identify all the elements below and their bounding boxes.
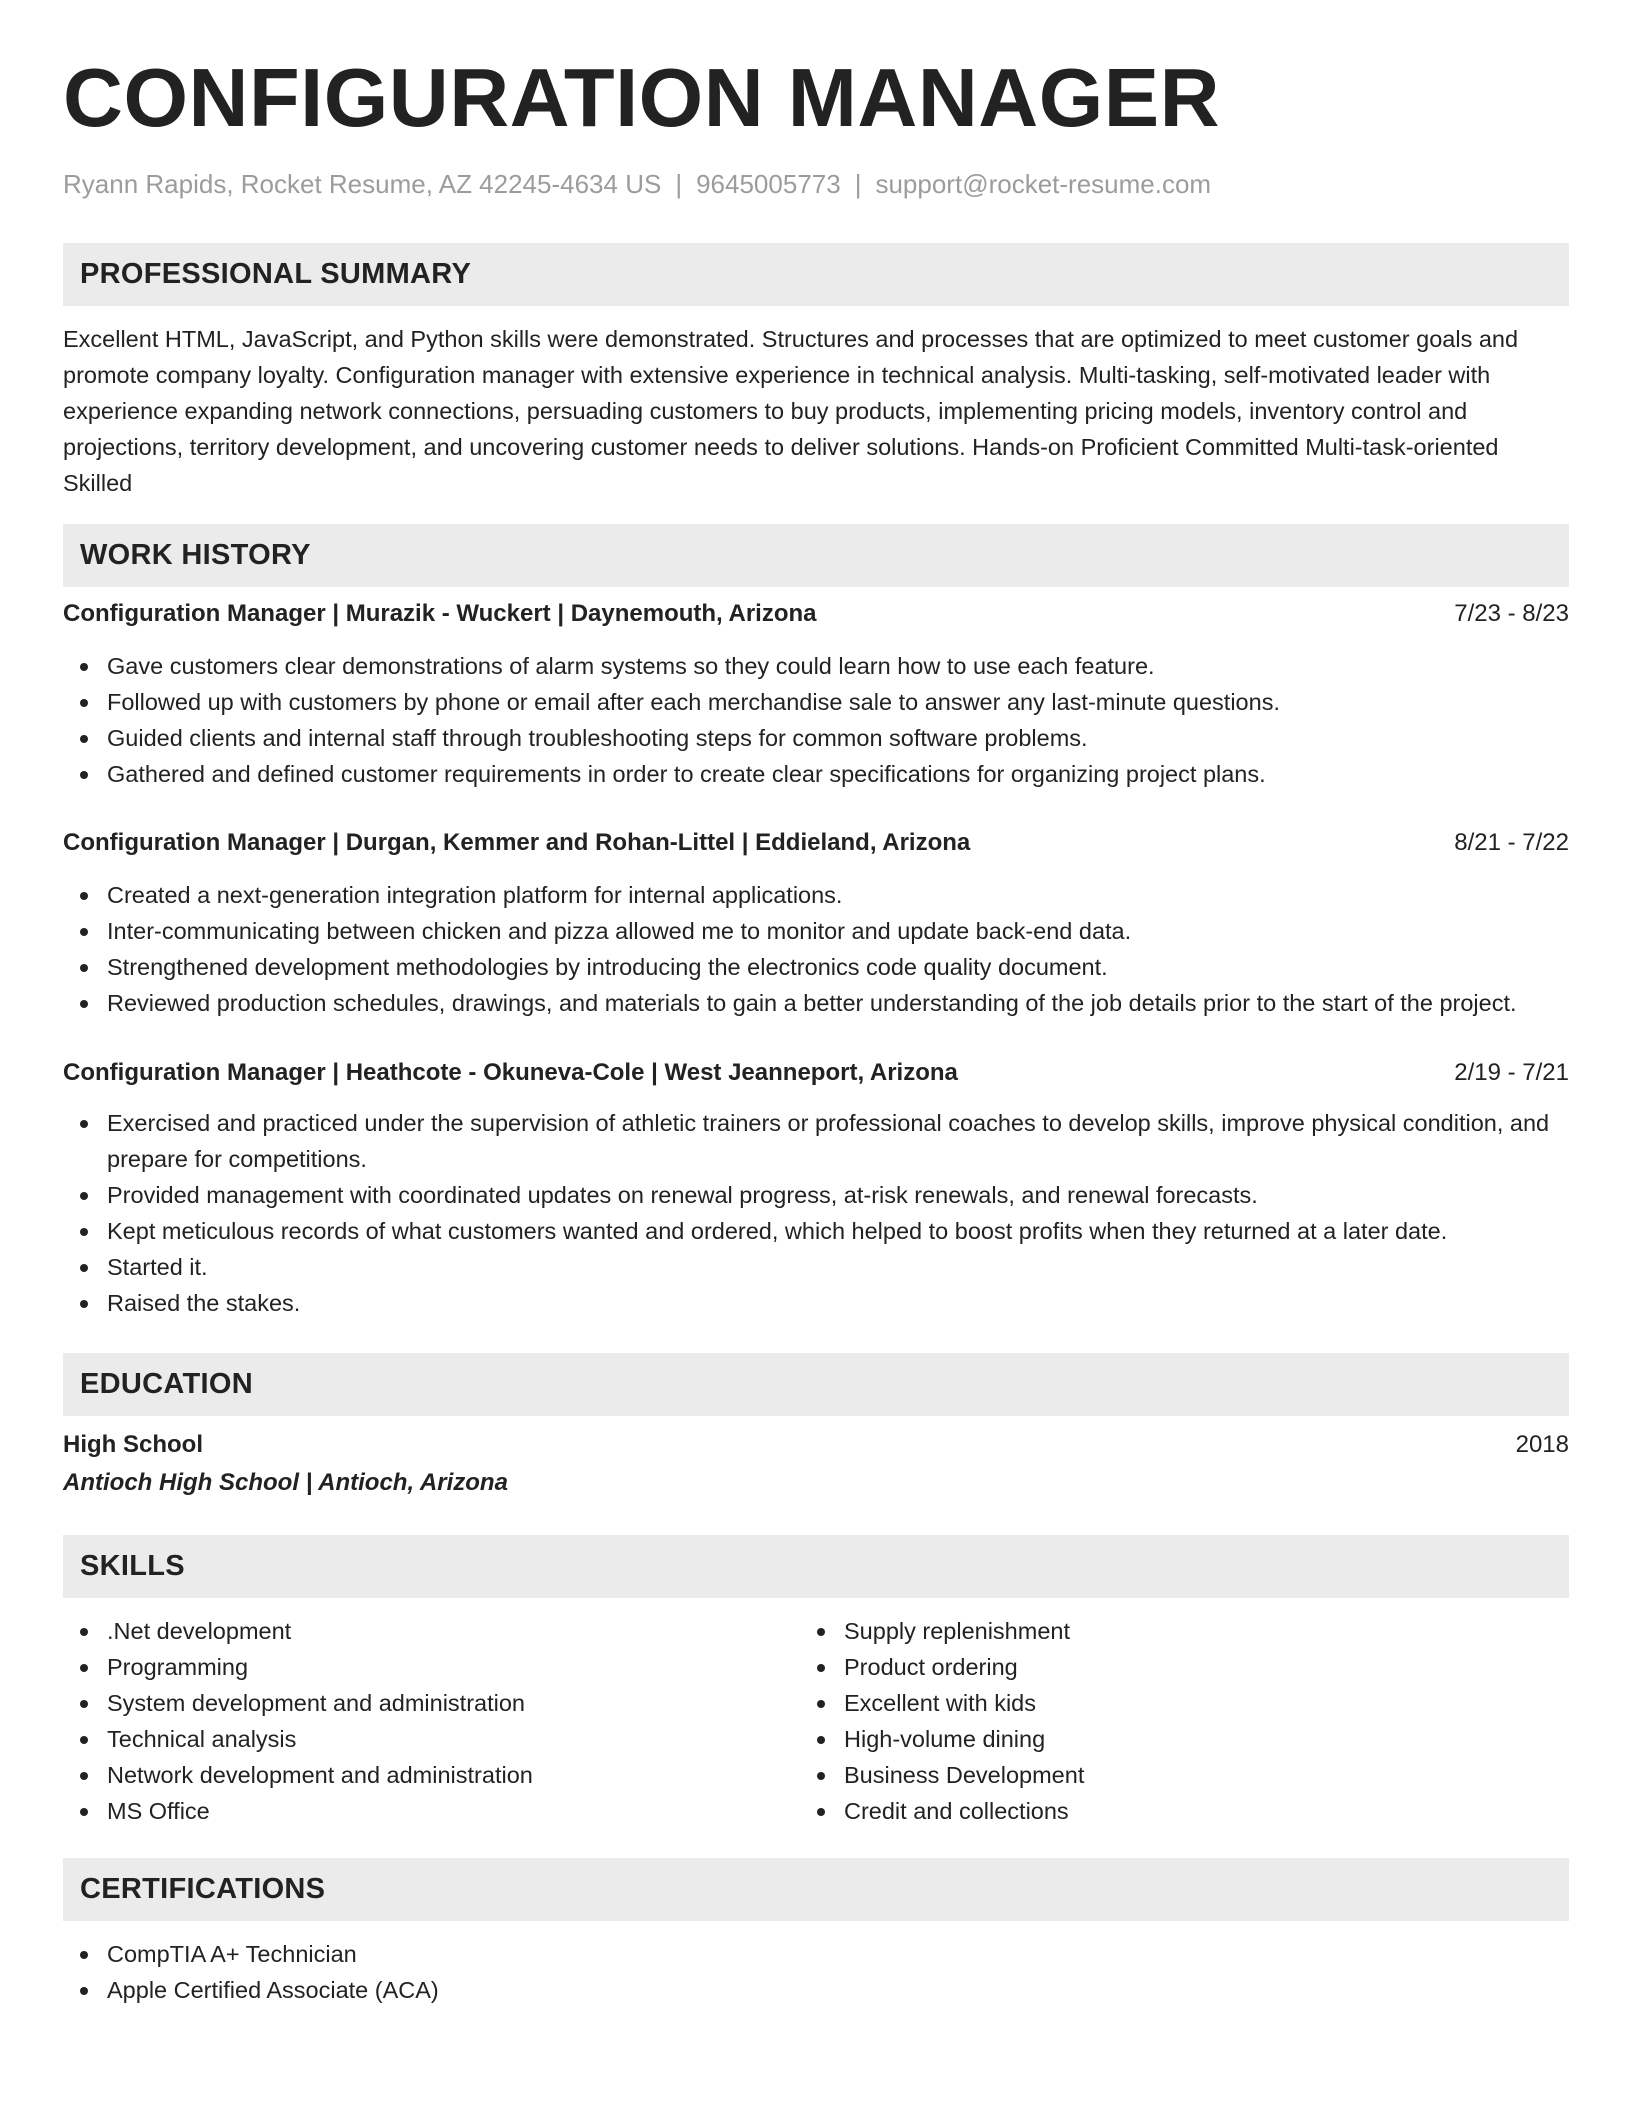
contact-email: support@rocket-resume.com — [875, 169, 1212, 199]
skills-column-left — [63, 1613, 800, 1829]
certification-item: CompTIA A+ Technician — [63, 1936, 1569, 1972]
education-school: Antioch High School | Antioch, Arizona — [63, 1469, 508, 1496]
section-heading-education: EDUCATION — [63, 1353, 1569, 1416]
skill-item: Technical analysis — [63, 1721, 800, 1757]
job-header — [63, 825, 1569, 861]
section-heading-certifications: CERTIFICATIONS — [63, 1858, 1569, 1921]
job-header — [63, 1055, 1569, 1091]
job-dates: 7/23 - 8/23 — [1454, 600, 1569, 627]
job-bullet: Raised the stakes. — [63, 1285, 1569, 1321]
job-bullet: Gave customers clear demonstrations of alarm systems so they could learn how to use each feature. — [63, 648, 1569, 684]
skill-item: Network development and administration — [63, 1757, 800, 1793]
job-dates: 8/21 - 7/22 — [1454, 829, 1569, 856]
contact-separator: | — [854, 169, 862, 199]
job-entry — [63, 825, 1569, 1021]
job-dates: 2/19 - 7/21 — [1454, 1059, 1569, 1086]
job-title: Configuration Manager | Murazik - Wuckert | Daynemouth, Arizona — [63, 600, 817, 627]
skill-item: Credit and collections — [800, 1793, 1537, 1829]
contact-address: Ryann Rapids, Rocket Resume, AZ 42245-4634 US — [63, 169, 662, 199]
skill-item: System development and administration — [63, 1685, 800, 1721]
job-bullet: Started it. — [63, 1249, 1569, 1285]
job-entry — [63, 1055, 1569, 1321]
job-bullet: Followed up with customers by phone or email after each merchandise sale to answer any last-minute questions. — [63, 684, 1569, 720]
skills-grid — [63, 1613, 1569, 1829]
job-bullet: Exercised and practiced under the supervision of athletic trainers or professional coaches to develop skills, improve physical condition, and prepare for competitions. — [63, 1105, 1569, 1177]
skill-item: Business Development — [800, 1757, 1537, 1793]
section-heading-summary: PROFESSIONAL SUMMARY — [63, 243, 1569, 306]
certification-item: Apple Certified Associate (ACA) — [63, 1972, 1569, 2008]
skill-item: Programming — [63, 1649, 800, 1685]
job-bullet: Created a next-generation integration platform for internal applications. — [63, 877, 1569, 913]
job-bullets — [63, 1105, 1569, 1321]
job-bullet: Guided clients and internal staff through troubleshooting steps for common software problems. — [63, 720, 1569, 756]
skill-item: Supply replenishment — [800, 1613, 1537, 1649]
skill-item: Excellent with kids — [800, 1685, 1537, 1721]
skill-item: High-volume dining — [800, 1721, 1537, 1757]
education-degree: High School — [63, 1431, 203, 1458]
contact-line — [63, 166, 1569, 202]
job-header — [63, 596, 1569, 632]
job-bullets — [63, 877, 1569, 1021]
skill-item: .Net development — [63, 1613, 800, 1649]
job-bullet: Reviewed production schedules, drawings, and materials to gain a better understanding of the job details prior to the start of the project. — [63, 985, 1569, 1021]
job-bullet: Inter-communicating between chicken and pizza allowed me to monitor and update back-end data. — [63, 913, 1569, 949]
job-bullet: Strengthened development methodologies by introducing the electronics code quality document. — [63, 949, 1569, 985]
job-title: Configuration Manager | Heathcote - Okuneva-Cole | West Jeanneport, Arizona — [63, 1059, 958, 1086]
summary-text: Excellent HTML, JavaScript, and Python skills were demonstrated. Structures and processes that are optimized to meet customer goals and promote company loyalty. Configuration manager with extensive experience in technical analysis. Multi-tasking, self-motivated leader with experience expanding network connections, persuading customers to buy products, implementing pricing models, inventory control and projections, territory development, and uncovering customer needs to deliver solutions. Hands-on Proficient Committed Multi-task-oriented Skilled — [63, 326, 1519, 496]
skill-item: MS Office — [63, 1793, 800, 1829]
job-bullet: Provided management with coordinated updates on renewal progress, at-risk renewals, and renewal forecasts. — [63, 1177, 1569, 1213]
job-entry — [63, 596, 1569, 792]
section-heading-work-history: WORK HISTORY — [63, 524, 1569, 587]
certifications-list — [63, 1936, 1569, 2008]
job-bullet: Gathered and defined customer requirements in order to create clear specifications for organizing project plans. — [63, 756, 1569, 792]
education-year: 2018 — [1515, 1431, 1569, 1458]
job-bullet: Kept meticulous records of what customers wanted and ordered, which helped to boost profits when they returned at a later date. — [63, 1213, 1569, 1249]
job-title: Configuration Manager | Durgan, Kemmer and Rohan-Littel | Eddieland, Arizona — [63, 829, 971, 856]
job-bullets — [63, 648, 1569, 792]
contact-separator: | — [675, 169, 683, 199]
contact-phone: 9645005773 — [696, 169, 841, 199]
section-heading-skills: SKILLS — [63, 1535, 1569, 1598]
skills-column-right — [800, 1613, 1537, 1829]
resume-title: CONFIGURATION MANAGER — [63, 51, 1221, 144]
education-row — [63, 1427, 1569, 1463]
education-entry — [63, 1427, 1569, 1501]
skill-item: Product ordering — [800, 1649, 1537, 1685]
